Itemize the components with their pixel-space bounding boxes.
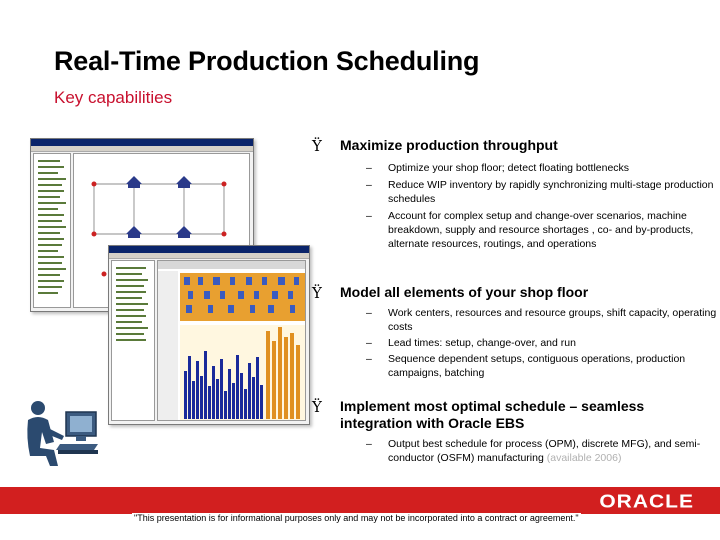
footer-disclaimer: "This presentation is for informational purposes only and may not be incorporated into a contract or agreement." [134, 513, 579, 523]
window-titlebar [109, 246, 309, 253]
gantt-chart-screenshot [108, 245, 310, 425]
bullet-symbol: Ÿ [312, 137, 322, 155]
window-titlebar [31, 139, 253, 146]
slide-subtitle: Key capabilities [54, 88, 173, 107]
gantt-pane [157, 260, 306, 421]
availability-note: (available 2006) [546, 452, 622, 464]
slide-title: Real-Time Production Scheduling [54, 46, 480, 76]
oracle-logo: ORACLE [599, 491, 694, 512]
bullet-symbol: Ÿ [312, 284, 322, 302]
person-at-computer-icon [24, 398, 100, 468]
section-heading-text: Maximize production throughput [340, 137, 558, 153]
section-heading-text: Model all elements of your shop floor [340, 284, 589, 300]
section-heading-3 [312, 398, 702, 434]
tree-pane [33, 153, 71, 308]
window-menubar [109, 253, 309, 259]
list-item-text: Output best schedule for process (OPM), discrete MFG), and semi-conductor (OSFM) manufacturing [388, 438, 701, 464]
gantt-graphic [158, 261, 306, 421]
tree-pane [111, 260, 155, 421]
section-heading-text: Implement most optimal schedule – seamless integration with Oracle EBS [340, 398, 645, 431]
bullet-symbol: Ÿ [312, 398, 322, 416]
window-menubar [31, 146, 253, 152]
